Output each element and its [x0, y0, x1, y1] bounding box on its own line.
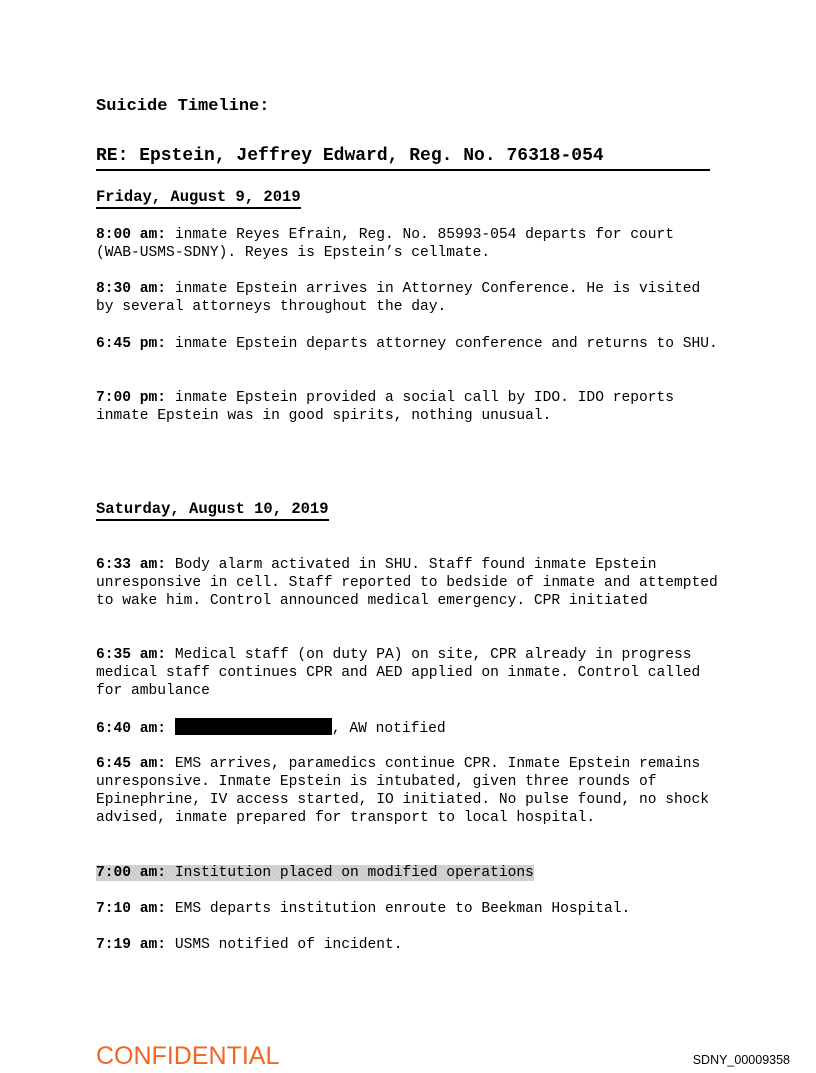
- timeline-entry: [96, 646, 721, 700]
- document-title: Suicide Timeline:: [96, 97, 270, 116]
- timeline-entry: [96, 226, 721, 262]
- highlight-band: [96, 865, 534, 881]
- entry-text: Body alarm activated in SHU. Staff found inmate Epstein unresponsive in cell. Staff reported to bedside of inmate and attempted to wake him. Control announced medical emergency. CPR initiated: [96, 557, 718, 609]
- timeline-entry: [96, 556, 721, 610]
- timeline-entry: [96, 718, 721, 738]
- day-heading-saturday: Saturday, August 10, 2019: [96, 500, 329, 521]
- entry-time: 6:45 pm:: [96, 336, 167, 352]
- entry-text: EMS departs institution enroute to Beekman Hospital.: [166, 901, 631, 917]
- entry-time: 6:35 am:: [96, 647, 167, 663]
- entry-time: 7:00 pm:: [96, 390, 167, 406]
- entry-text: , AW notified: [331, 721, 446, 737]
- entry-time: 8:30 am:: [96, 281, 167, 297]
- timeline-entry: [96, 335, 721, 353]
- entry-time: 7:19 am:: [96, 937, 167, 953]
- confidential-stamp: CONFIDENTIAL: [96, 1042, 280, 1070]
- entry-time: 6:33 am:: [96, 557, 167, 573]
- entry-time: 7:00 am:: [96, 865, 167, 881]
- day-heading-friday: Friday, August 9, 2019: [96, 188, 301, 209]
- entry-time: 6:40 am:: [96, 721, 167, 737]
- redaction-block: [175, 718, 332, 735]
- subject-line: RE: Epstein, Jeffrey Edward, Reg. No. 76318-054: [96, 146, 710, 171]
- bates-number: SDNY_00009358: [692, 1053, 790, 1067]
- entry-text: Institution placed on modified operations: [166, 865, 534, 881]
- timeline-entry: [96, 280, 721, 316]
- entry-time: 6:45 am:: [96, 756, 167, 772]
- timeline-entry: [96, 900, 721, 918]
- timeline-entry: [96, 389, 721, 425]
- entry-time: 7:10 am:: [96, 901, 167, 917]
- timeline-entry-highlighted: [96, 864, 721, 882]
- entry-text: inmate Epstein arrives in Attorney Conference. He is visited by several attorneys throughout the day.: [96, 281, 701, 315]
- entry-text: USMS notified of incident.: [166, 937, 403, 953]
- entry-text: inmate Reyes Efrain, Reg. No. 85993-054 departs for court (WAB-USMS-SDNY). Reyes is Epstein’s cellmate.: [96, 227, 675, 261]
- entry-text: EMS arrives, paramedics continue CPR. Inmate Epstein remains unresponsive. Inmate Epstein is intubated, given three rounds of Epinephrine, IV access started, IO initiated. No pulse found, no shock advised, inmate prepared for transport to local hospital.: [96, 756, 710, 826]
- timeline-entry: [96, 755, 721, 827]
- entry-text: inmate Epstein departs attorney conference and returns to SHU.: [166, 336, 718, 352]
- entry-text: Medical staff (on duty PA) on site, CPR already in progress medical staff continues CPR and AED applied on inmate. Control called for ambulance: [96, 647, 701, 699]
- entry-text: inmate Epstein provided a social call by IDO. IDO reports inmate Epstein was in good spirits, nothing unusual.: [96, 390, 675, 424]
- entry-time: 8:00 am:: [96, 227, 167, 243]
- timeline-entry: [96, 936, 721, 954]
